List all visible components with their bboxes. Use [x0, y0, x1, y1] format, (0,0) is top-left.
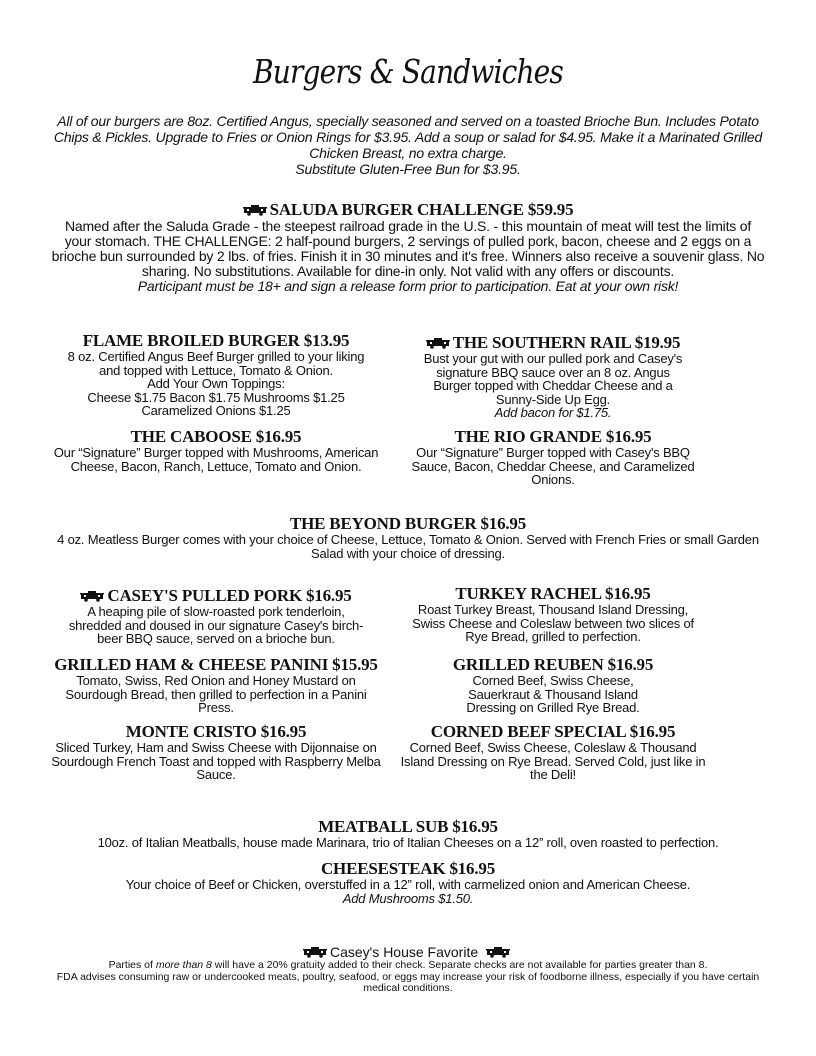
item-heading: THE CABOOSE $16.95: [130, 427, 302, 446]
menu-item-flame-broiled: [50, 331, 382, 418]
legend-label: Casey's House Favorite: [329, 944, 479, 960]
menu-item-beyond-burger: [40, 514, 776, 560]
intro: [50, 113, 766, 177]
menu-item-pulled-pork: [50, 586, 382, 646]
item-heading: THE RIO GRANDE $16.95: [454, 427, 652, 446]
item-description: Bust your gut with our pulled pork and Casey's signature BBQ sauce over an 8 oz. Angus Burger topped with Cheddar Cheese and a Sunny-Side Up Egg.: [423, 351, 683, 407]
item-description: 10oz. of Italian Meatballs, house made Marinara, trio of Italian Cheeses on a 12” roll, oven roasted to perfection.: [97, 835, 719, 850]
item-heading: CORNED BEEF SPECIAL $16.95: [430, 722, 676, 741]
toppings-list-2: Caramelized Onions $1.25: [141, 403, 291, 418]
menu-item-caboose: [50, 427, 382, 473]
caboose-icon: [486, 946, 510, 958]
item-heading: FLAME BROILED BURGER $13.95: [82, 331, 350, 350]
menu-item-cheesesteak: [40, 859, 776, 905]
challenge-heading: SALUDA BURGER CHALLENGE $59.95: [269, 200, 574, 219]
challenge-section: [50, 200, 766, 294]
item-description: Sliced Turkey, Ham and Swiss Cheese with Dijonnaise on Sourdough French Toast and topped with Raspberry Melba Sauce.: [51, 740, 381, 782]
intro-gluten-free: Substitute Gluten-Free Bun for $3.95.: [295, 161, 521, 177]
item-heading: MONTE CRISTO $16.95: [125, 722, 307, 741]
menu-item-rio-grande: [386, 427, 720, 487]
item-heading: CASEY'S PULLED PORK $16.95: [107, 586, 352, 605]
caboose-icon: [80, 590, 104, 602]
item-heading: GRILLED REUBEN $16.95: [452, 655, 654, 674]
item-heading: THE BEYOND BURGER $16.95: [289, 514, 527, 533]
item-note: Add bacon for $1.75.: [494, 405, 612, 420]
item-heading: TURKEY RACHEL $16.95: [455, 584, 651, 603]
menu-item-corned-beef-special: [386, 722, 720, 782]
item-description: Our “Signature” Burger topped with Mushrooms, American Cheese, Bacon, Ranch, Lettuce, Tomato and Onion.: [53, 445, 379, 474]
caboose-icon: [426, 337, 450, 349]
item-heading: MEATBALL SUB $16.95: [318, 817, 498, 836]
item-description: Your choice of Beef or Chicken, overstuffed in a 12” roll, with carmelized onion and American Cheese.: [125, 877, 691, 892]
item-description: Our “Signature” Burger topped with Casey's BBQ Sauce, Bacon, Cheddar Cheese, and Caramelized Onions.: [411, 445, 695, 487]
item-note: Add Mushrooms $1.50.: [342, 890, 474, 906]
item-heading: CHEESESTEAK $16.95: [320, 859, 495, 878]
intro-text: All of our burgers are 8oz. Certified Angus, specially seasoned and served on a toasted Brioche Bun. Includes Potato Chips & Pickles. Upgrade to Fries or Onion Rings for $3.95. Add a soup or salad for $4.95. Make it a Marinated Grilled Chicken Breast, no extra charge.: [53, 113, 763, 161]
caboose-icon: [303, 946, 327, 958]
caboose-icon: [243, 204, 267, 216]
menu-item-monte-cristo: [50, 722, 382, 782]
menu-item-southern-rail: [386, 333, 720, 420]
item-description: A heaping pile of slow-roasted pork tenderloin, shredded and doused in our signature Casey's birch-beer BBQ sauce, served on a brioche bun.: [68, 604, 364, 646]
menu-item-ham-cheese-panini: [50, 655, 382, 715]
toppings-list: Cheese $1.75 Bacon $1.75 Mushrooms $1.25: [87, 389, 345, 405]
item-description: 4 oz. Meatless Burger comes with your choice of Cheese, Lettuce, Tomato & Onion. Served with French Fries or small Garden Salad with your choice of dressing.: [57, 532, 759, 561]
menu-item-meatball-sub: [40, 817, 776, 850]
page-title: Burgers & Sandwiches: [253, 52, 563, 91]
item-heading: THE SOUTHERN RAIL $19.95: [452, 333, 681, 352]
toppings-label: Add Your Own Toppings:: [147, 376, 285, 391]
menu-item-grilled-reuben: [386, 655, 720, 715]
challenge-description: Named after the Saluda Grade - the steepest railroad grade in the U.S. - this mountain of meat will test the limits of your stomach. THE CHALLENGE: 2 half-pound burgers, 2 servings of pulled pork, bacon, cheese and 2 eggs on a brioche bun surrounded by 2 lbs. of fries. Finish it in 30 minutes and it's free. Winners also receive a souvenir glass. No sharing. No substitutions. Available for dine-in only. Not valid with any offers or discounts.: [51, 218, 765, 279]
challenge-note: Participant must be 18+ and sign a release form prior to participation. Eat at your own risk!: [137, 278, 679, 294]
footer: [30, 944, 786, 995]
menu-item-turkey-rachel: [386, 584, 720, 644]
item-description: 8 oz. Certified Angus Beef Burger grilled to your liking and topped with Lettuce, Tomato & Onion.: [67, 349, 365, 378]
item-description: Corned Beef, Swiss Cheese, Coleslaw & Thousand Island Dressing on Rye Bread. Served Cold, just like in the Deli!: [400, 740, 706, 782]
item-heading: GRILLED HAM & CHEESE PANINI $15.95: [54, 655, 378, 674]
item-description: Corned Beef, Swiss Cheese, Sauerkraut & Thousand Island Dressing on Grilled Rye Bread.: [466, 673, 640, 715]
gratuity-text: Parties of: [108, 959, 156, 971]
legend: [30, 944, 786, 960]
gratuity-notice: [30, 960, 786, 972]
gratuity-text-2: will have a 20% gratuity added to their check. Separate checks are not available for parties greater than 8.: [211, 959, 708, 971]
gratuity-emphasis: more than 8: [155, 959, 212, 971]
item-description: Tomato, Swiss, Red Onion and Honey Mustard on Sourdough Bread, then grilled to perfection in a Panini Press.: [65, 673, 367, 715]
item-description: Roast Turkey Breast, Thousand Island Dressing, Swiss Cheese and Coleslaw between two slices of Rye Bread, grilled to perfection.: [412, 602, 694, 644]
fda-notice: FDA advises consuming raw or undercooked meats, poultry, seafood, or eggs may increase your risk of foodborne illness, especially if you have certain medical conditions.: [56, 970, 760, 994]
